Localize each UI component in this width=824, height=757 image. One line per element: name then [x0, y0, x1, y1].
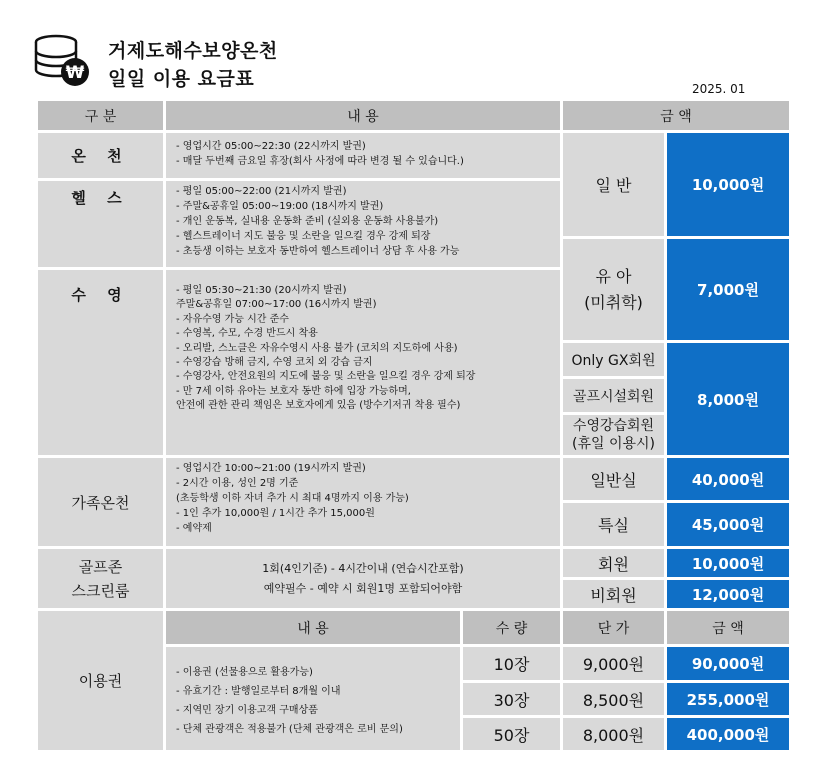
price-golf-member: 10,000원 — [667, 549, 789, 577]
ticket-unit-price: 9,000원 — [563, 647, 664, 680]
golf-desc-line1: 1회(4인기준) - 4시간이내 (연습시간포함) — [262, 561, 464, 575]
price-label-gx: Only GX회원 — [563, 343, 664, 376]
price-label-family-regular: 일반실 — [563, 458, 664, 500]
header-amount: 금 액 — [563, 101, 789, 130]
health-line: - 개인 운동복, 실내용 운동화 준비 (실외용 운동화 사용불가) — [176, 216, 439, 227]
price-family-regular: 40,000원 — [667, 458, 789, 500]
price-general: 10,000원 — [667, 133, 789, 236]
swim-line: 주말&공휴일 07:00~17:00 (16시까지 발권) — [176, 299, 377, 311]
ticket-amount: 90,000원 — [667, 647, 789, 680]
price-label-child — [563, 239, 664, 340]
golf-description — [166, 549, 560, 608]
swim-line: 안전에 관한 관리 책임은 보호자에게 있음 (방수기저귀 착용 필수) — [176, 400, 461, 412]
ticket-amount: 400,000원 — [667, 718, 789, 750]
health-line: - 평일 05:00~22:00 (21시까지 발권) — [176, 186, 347, 197]
health-line: - 주말&공휴일 05:00~19:00 (18시까지 발권) — [176, 201, 384, 212]
ticket-qty: 10장 — [463, 647, 560, 680]
price-golf-nonmember: 12,000원 — [667, 580, 789, 608]
page-header — [0, 0, 824, 100]
family-description — [166, 458, 560, 546]
ticket-unit-price: 8,000원 — [563, 718, 664, 750]
golf-label-line2: 스크린룸 — [71, 581, 130, 600]
header-content: 내 용 — [166, 101, 560, 130]
golf-desc-line2: 예약필수 - 예약 시 회원1명 포함되어야함 — [263, 581, 463, 595]
category-swim: 수 영 — [38, 270, 163, 455]
family-line: - 영업시간 10:00~21:00 (19시까지 발권) — [176, 463, 366, 474]
family-line: - 예약제 — [176, 523, 212, 534]
ticket-line: - 이용권 (선물용으로 활용가능) — [176, 667, 313, 678]
coin-database-won-icon — [33, 34, 93, 88]
ticket-header-content: 내 용 — [166, 611, 460, 644]
ticket-description — [166, 647, 460, 750]
ticket-header-qty: 수 량 — [463, 611, 560, 644]
family-line: - 2시간 이용, 성인 2명 기준 — [176, 478, 299, 489]
health-description — [166, 181, 560, 267]
price-label-swim-lesson — [563, 415, 664, 455]
category-golf — [38, 549, 163, 608]
svg-text:₩: ₩ — [65, 63, 85, 83]
child-label-line2: (미취학) — [584, 292, 643, 312]
issue-date: 2025. 01 — [692, 82, 746, 96]
price-child: 7,000원 — [667, 239, 789, 340]
price-label-general: 일 반 — [563, 133, 664, 236]
onsen-line: - 영업시간 05:00~22:30 (22시까지 발권) — [176, 141, 366, 152]
swim-line: - 자유수영 가능 시간 준수 — [176, 313, 289, 325]
ticket-header-amount: 금 액 — [667, 611, 789, 644]
swim-line: - 만 7세 이하 유아는 보호자 동반 하에 입장 가능하며, — [176, 385, 411, 397]
swim-line: - 수영강사, 안전요원의 지도에 불응 및 소란을 일으킬 경우 강제 퇴장 — [176, 371, 476, 383]
ticket-qty: 50장 — [463, 718, 560, 750]
ticket-line: - 지역민 장기 이용고객 구매상품 — [176, 705, 318, 716]
child-label-line1: 유 아 — [595, 266, 632, 286]
ticket-unit-price: 8,500원 — [563, 683, 664, 715]
category-health: 헬 스 — [38, 181, 163, 267]
health-line: - 헬스트레이너 지도 불응 및 소란을 일으킬 경우 강제 퇴장 — [176, 231, 431, 242]
family-line: - 1인 추가 10,000원 / 1시간 추가 15,000원 — [176, 508, 375, 519]
page-subtitle: 일일 이용 요금표 — [108, 68, 255, 90]
ticket-qty: 30장 — [463, 683, 560, 715]
swim-line: - 수영복, 수모, 수경 반드시 착용 — [176, 328, 318, 340]
price-label-golf-member: 회원 — [563, 549, 664, 577]
category-onsen: 온 천 — [38, 133, 163, 178]
price-label-golf-facility: 골프시설회원 — [563, 379, 664, 412]
onsen-description — [166, 133, 560, 178]
price-member: 8,000원 — [667, 343, 789, 455]
ticket-amount: 255,000원 — [667, 683, 789, 715]
swim-line: - 오리발, 스노클은 자유수영시 사용 불가 (코치의 지도하에 사용) — [176, 342, 458, 354]
swim-description — [166, 270, 560, 455]
category-ticket: 이용권 — [38, 611, 163, 750]
ticket-header-unit: 단 가 — [563, 611, 664, 644]
category-family: 가족온천 — [38, 458, 163, 546]
ticket-line: - 유효기간 : 발행일로부터 8개월 이내 — [176, 686, 341, 697]
page-title: 거제도해수보양온천 — [108, 40, 278, 62]
golf-label-line1: 골프존 — [78, 557, 123, 576]
price-label-golf-nonmember: 비회원 — [563, 580, 664, 608]
header-category: 구 분 — [38, 101, 163, 130]
health-line: - 초등생 이하는 보호자 동반하여 헬스트레이너 상담 후 사용 가능 — [176, 246, 460, 257]
ticket-line: - 단체 관광객은 적용불가 (단체 관광객은 로비 문의) — [176, 724, 403, 735]
swim-lesson-label-line2: (휴일 이용시) — [572, 436, 655, 452]
price-family-special: 45,000원 — [667, 503, 789, 546]
onsen-line: - 매달 두번째 금요일 휴장(회사 사정에 따라 변경 될 수 있습니다.) — [176, 156, 464, 167]
swim-lesson-label-line1: 수영강습회원 — [572, 418, 655, 434]
swim-line: - 평일 05:30~21:30 (20시까지 발권) — [176, 285, 347, 296]
swim-line: - 수영강습 방해 금지, 수영 코치 외 강습 금지 — [176, 357, 373, 369]
family-line: (초등학생 이하 자녀 추가 시 최대 4명까지 이용 가능) — [176, 493, 409, 504]
price-label-family-special: 특실 — [563, 503, 664, 546]
